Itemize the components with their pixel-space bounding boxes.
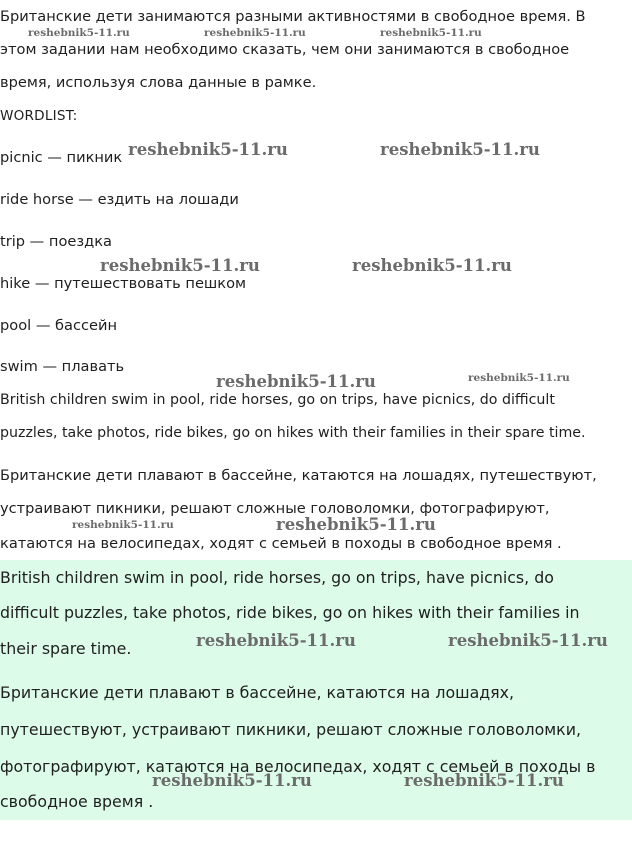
watermark: reshebnik5-11.ru: [380, 27, 482, 39]
answer-english-line: British children swim in pool, ride horses, go on trips, have picnics, do: [0, 568, 554, 587]
intro-line: этом задании нам необходимо сказать, чем они занимаются в свободное: [0, 41, 570, 58]
russian-text-line: катаются на велосипедах, ходят с семьей в походы в свободное время .: [0, 535, 562, 552]
wordlist-item: hike — путешествовать пешком: [0, 275, 247, 292]
watermark: reshebnik5-11.ru: [380, 140, 540, 159]
wordlist-item: pool — бассейн: [0, 317, 118, 334]
wordlist-item: ride horse — ездить на лошади: [0, 191, 239, 208]
intro-line: время, используя слова данные в рамке.: [0, 74, 317, 91]
watermark: reshebnik5-11.ru: [152, 771, 312, 790]
wordlist-item: swim — плавать: [0, 358, 125, 375]
answer-russian-line: фотографируют, катаются на велосипедах, ходят с семьей в походы в: [0, 757, 596, 776]
wordlist-item: trip — поездка: [0, 233, 112, 250]
watermark: reshebnik5-11.ru: [468, 372, 570, 384]
watermark: reshebnik5-11.ru: [28, 27, 130, 39]
watermark: reshebnik5-11.ru: [196, 631, 356, 650]
english-text-line: British children swim in pool, ride horses, go on trips, have picnics, do difficult: [0, 392, 555, 408]
watermark: reshebnik5-11.ru: [276, 515, 436, 534]
answer-russian-line: свободное время .: [0, 792, 154, 811]
watermark: reshebnik5-11.ru: [100, 256, 260, 275]
watermark: reshebnik5-11.ru: [72, 519, 174, 531]
english-text-line: puzzles, take photos, ride bikes, go on hikes with their families in their spare time.: [0, 425, 586, 441]
answer-russian-line: Британские дети плавают в бассейне, катаются на лошадях,: [0, 683, 515, 702]
russian-text-line: устраивают пикники, решают сложные головоломки, фотографируют,: [0, 500, 550, 517]
answer-russian-line: путешествуют, устраивают пикники, решают сложные головоломки,: [0, 720, 581, 739]
watermark: reshebnik5-11.ru: [404, 771, 564, 790]
watermark: reshebnik5-11.ru: [128, 140, 288, 159]
russian-text-line: Британские дети плавают в бассейне, катаются на лошадях, путешествуют,: [0, 467, 597, 484]
answer-english-line: difficult puzzles, take photos, ride bikes, go on hikes with their families in: [0, 603, 580, 622]
intro-line: Британские дети занимаются разными активностями в свободное время. В: [0, 8, 586, 25]
watermark: reshebnik5-11.ru: [204, 27, 306, 39]
wordlist-item: picnic — пикник: [0, 149, 123, 166]
watermark: reshebnik5-11.ru: [216, 372, 376, 391]
watermark: reshebnik5-11.ru: [448, 631, 608, 650]
answer-english-line: their spare time.: [0, 639, 132, 658]
wordlist-heading: WORDLIST:: [0, 108, 78, 124]
watermark: reshebnik5-11.ru: [352, 256, 512, 275]
